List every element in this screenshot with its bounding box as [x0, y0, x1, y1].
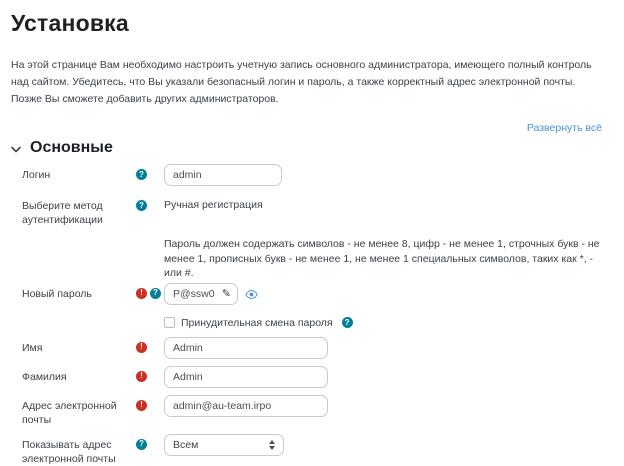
auth-method-label: Выберите метод аутентификации [22, 200, 103, 226]
new-password-label: Новый пароль [22, 287, 92, 300]
firstname-input-box [164, 337, 328, 359]
help-icon[interactable]: ? [136, 439, 147, 450]
expand-all-row [11, 122, 602, 134]
intro-text: На этой странице Вам необходимо настроить учетную запись основного администратора, имеющего полный контроль над сайтом. Убедитесь, что Вы указали безопасный логин и пароль, а также корректный адрес электронной почты. Позже Вы сможете добавить других администраторов. [11, 59, 592, 105]
row-email-visibility [11, 434, 602, 466]
required-icon: ! [136, 288, 147, 299]
lastname-label: Фамилия [22, 370, 67, 383]
new-password-input[interactable] [165, 288, 222, 300]
pencil-icon: ✎ [221, 288, 231, 300]
page-title: Установка [11, 10, 129, 36]
row-firstname [11, 337, 602, 359]
required-icon: ! [136, 400, 147, 411]
lastname-input[interactable] [165, 371, 327, 383]
help-icon[interactable]: ? [342, 317, 353, 328]
email-visibility-label: Показывать адрес электронной почты [22, 438, 116, 465]
required-icon: ! [136, 342, 147, 353]
email-visibility-select[interactable] [164, 434, 284, 456]
required-icon: ! [136, 371, 147, 382]
row-email [11, 395, 602, 427]
help-icon[interactable]: ? [136, 200, 147, 211]
username-input-box [164, 164, 282, 186]
new-password-input-box [164, 283, 238, 305]
chevron-down-icon [11, 146, 21, 153]
section-header-general[interactable] [11, 139, 602, 157]
auth-method-value: Ручная регистрация [164, 199, 263, 211]
lastname-input-box [164, 366, 328, 388]
force-password-change-label: Принудительная смена пароля [181, 316, 333, 329]
username-label: Логин [22, 169, 51, 181]
force-password-change-checkbox[interactable] [164, 317, 175, 328]
section-title: Основные [30, 139, 113, 156]
row-lastname [11, 366, 602, 388]
email-visibility-selected-value: Всем [173, 438, 199, 451]
row-username [11, 164, 602, 186]
row-auth-method [11, 195, 602, 227]
row-force-password-change [11, 317, 602, 329]
email-input[interactable] [165, 400, 327, 412]
row-password-policy [11, 237, 602, 281]
email-label: Адрес электронной почты [22, 399, 117, 426]
username-input[interactable] [165, 169, 281, 181]
firstname-input[interactable] [165, 342, 327, 354]
password-policy-text: Пароль должен содержать символов - не менее 8, цифр - не менее 1, строчных букв - не менее 1, прописных букв - не менее 1, не менее 1 специальных символов, таких как *, - или #. [164, 238, 600, 279]
help-icon[interactable]: ? [150, 288, 161, 299]
row-new-password [11, 283, 602, 305]
email-input-box [164, 395, 328, 417]
admin-account-form [11, 164, 602, 466]
firstname-label: Имя [22, 341, 43, 354]
help-icon[interactable]: ? [136, 169, 147, 180]
expand-all-link[interactable]: Развернуть всё [526, 122, 602, 134]
reveal-password-eye-icon[interactable] [245, 288, 258, 301]
select-updown-icon [269, 440, 275, 450]
